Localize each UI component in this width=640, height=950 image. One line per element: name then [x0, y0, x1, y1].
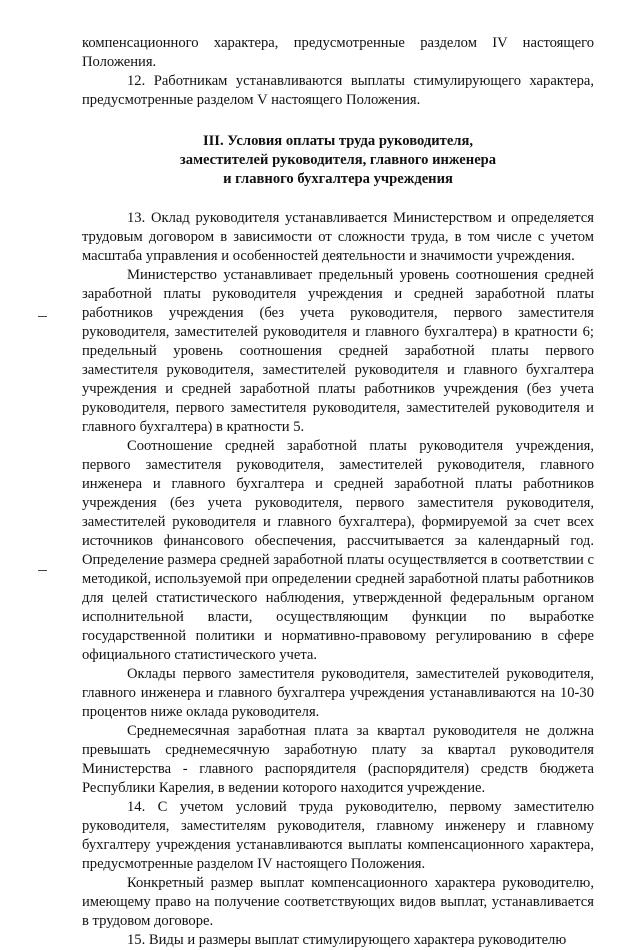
paragraph-item-13: 13. Оклад руководителя устанавливается Министерством и определяется трудовым договором в зависимости от сложности труда, в том числе с учетом масштаба управления и особенностей деятельности и значимости учреждения.: [82, 210, 594, 264]
paragraph-ratio-calculation: Соотношение средней заработной платы руководителя учреждения, первого заместителя руководителя, заместителей руководителя, главного инженера и главного бухгалтера и средней заработной платы работников учреждения (без учета руководителя, первого заместителя руководителя, заместителей руководителя и главного бухгалтера), формируемой за счет всех источников финансового обеспечения, рассчитывается за календарный год. Определение размера средней заработной платы осуществляется в соответствии с методикой, используемой при определении средней заработной платы работников для целей статистического наблюдения, утвержденной федеральным органом исполнительной власти, осуществляющим функции по выработке государственной политики и нормативно-правовому регулированию в сфере официального статистического учета.: [82, 438, 594, 663]
document-body: [82, 34, 594, 950]
margin-mark: [38, 570, 47, 571]
paragraph-deputy-salaries: Оклады первого заместителя руководителя, заместителей руководителя, главного инженера и главного бухгалтера учреждения устанавливаются на 10-30 процентов ниже оклада руководителя.: [82, 666, 594, 720]
margin-mark: [38, 316, 47, 317]
paragraph-item-12: 12. Работникам устанавливаются выплаты стимулирующего характера, предусмотренные разделом V настоящего Положения.: [82, 73, 594, 108]
section-heading-line: и главного бухгалтера учреждения: [223, 171, 453, 187]
paragraph-ratio-limit: Министерство устанавливает предельный уровень соотношения средней заработной платы руководителя учреждения и средней заработной платы работников учреждения (без учета руководителя, первого заместителя руководителя, заместителей руководителя и главного бухгалтера) в кратности 6; предельный уровень соотношения средней заработной платы первого заместителя руководителя, заместителей руководителя и главного бухгалтера учреждения и средней заработной платы работников учреждения (без учета руководителя, первого заместителя руководителя, заместителей руководителя и главного бухгалтера) в кратности 5.: [82, 267, 594, 435]
paragraph-item-15: 15. Виды и размеры выплат стимулирующего характера руководителю: [127, 932, 567, 948]
paragraph-item-14: 14. С учетом условий труда руководителю, первому заместителю руководителя, заместителям руководителя, главному инженеру и главному бухгалтеру учреждения устанавливаются выплаты компенсационного характера, предусмотренные разделом IV настоящего Положения.: [82, 799, 594, 872]
section-heading: [82, 132, 594, 189]
section-heading-line: заместителей руководителя, главного инженера: [179, 152, 497, 168]
paragraph-compensation-amount: Конкретный размер выплат компенсационного характера руководителю, имеющему право на получение соответствующих видов выплат, устанавливается в трудовом договоре.: [82, 875, 594, 929]
section-heading-line: III. Условия оплаты труда руководителя,: [202, 133, 474, 149]
paragraph-continuation: компенсационного характера, предусмотренные разделом IV настоящего Положения.: [82, 35, 594, 70]
paragraph-monthly-salary-limit: Среднемесячная заработная плата за квартал руководителя не должна превышать среднемесячную заработную плату за квартал руководителя Министерства - главного распорядителя (распорядителя) средств бюджета Республики Карелия, в ведении которого находится учреждение.: [82, 723, 594, 796]
